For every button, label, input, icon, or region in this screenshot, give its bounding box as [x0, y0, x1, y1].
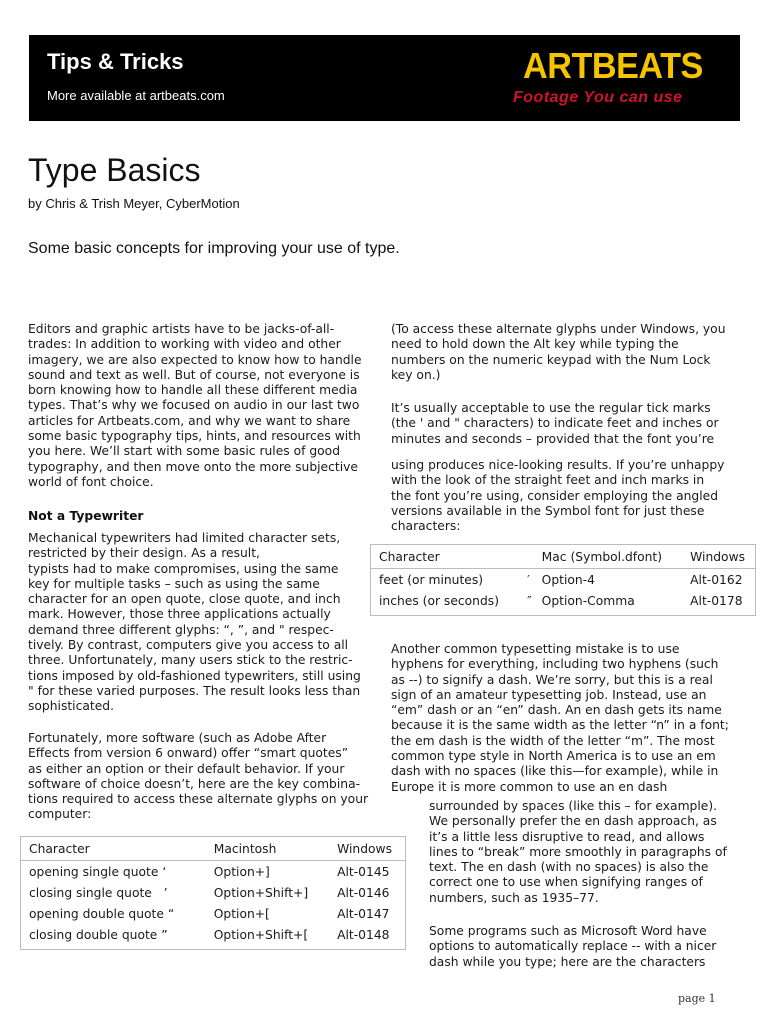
table-cell: Alt-0162 [690, 572, 743, 587]
header-title: Tips & Tricks [47, 49, 184, 74]
intro-paragraph: Editors and graphic artists have to be jacks-of-all- trades: In addition to working with video and other imagery, we are also expected to know how to handle sound and text as well. But of course, not everyone is born knowing how to handle all these different media types. That’s why we focused on audio in our last two articles for Artbeats.com, and why we want to share some basic typography tips, hints, and resources with you here. We’ll start with some basic rules of good typography, and then move onto the more subjective world of font choice. [28, 322, 362, 489]
table-cell: Option+[ [213, 906, 270, 921]
column-header: Windows [329, 837, 405, 861]
table-cell: closing single quote ’ [29, 885, 168, 900]
typewriter-paragraph: Mechanical typewriters had limited character sets, restricted by their design. As a result, typists had to make compromises, using the same key for multiple tasks – such as using the same character for an open quote, close quote, and inch mark. However, those three applications actually demand three different glyphs: “, ”, and " respec- tively. By contrast, computers give you access to all three. Unfortunately, many users stick to the restric- tions imposed by old-fashioned typewriters, still using " for these varied purposes. The result looks less than sophisticated. [28, 531, 361, 714]
column-header: Windows [682, 545, 755, 569]
table-cell: Option+] [213, 864, 270, 879]
page-number: page 1 [678, 992, 716, 1005]
document-title: Type Basics [28, 152, 201, 188]
table-cell: Alt-0145 [337, 864, 390, 879]
table-header-row [21, 837, 406, 861]
quotes-table [20, 836, 406, 950]
word-note-paragraph: Some programs such as Microsoft Word have options to automatically replace -- with a nicer dash while you type; here are the characters [429, 924, 717, 969]
table-cell: Option-4 [541, 572, 595, 587]
table-row [21, 903, 406, 924]
table-row [371, 590, 756, 616]
table-row [21, 882, 406, 903]
table-cell: closing double quote ” [29, 927, 168, 942]
windows-note-paragraph: (To access these alternate glyphs under Windows, you need to hold down the Alt key while typing the numbers on the numeric keypad with the Num Lock key on.) [391, 322, 726, 382]
table-cell: opening double quote “ [29, 906, 175, 921]
column-header: Mac (Symbol.dfont) [534, 545, 682, 569]
table-cell: Alt-0148 [337, 927, 390, 942]
artbeats-logo: ARTBEATS [523, 45, 703, 86]
column-header: Character [21, 837, 206, 861]
table-header-row [371, 545, 756, 569]
column-header: Character [371, 545, 520, 569]
section-heading-typewriter: Not a Typewriter [28, 509, 144, 523]
byline: by Chris & Trish Meyer, CyberMotion [28, 196, 240, 211]
header-subtitle: More available at artbeats.com [47, 88, 225, 103]
table-cell: Alt-0147 [337, 906, 390, 921]
column-header: Macintosh [206, 837, 329, 861]
table-row [371, 569, 756, 591]
table-cell: Alt-0178 [690, 593, 743, 608]
table-cell: opening single quote ‘ [29, 864, 167, 879]
document-subtitle: Some basic concepts for improving your use of type. [28, 240, 400, 257]
table-cell: ′ [527, 572, 530, 587]
table-cell: inches (or seconds) [379, 593, 499, 608]
feet-inches-table [370, 544, 756, 616]
table-row [21, 861, 406, 883]
dash-paragraph: Another common typesetting mistake is to use hyphens for everything, including two hyphens (such as --) to signify a dash. We’re sorry, but this is a real sign of an amateur typesetting job. Instead, use an “em” dash or an “en” dash. An en dash gets its name because it is the same width as the letter “n” in a font; the em dash is the width of the letter “m”. The most common type style in North America is to use an em dash with no spaces (like this—for example), while in Europe it is more common to use an en dash [391, 642, 729, 794]
table-row [21, 924, 406, 950]
table-cell: ″ [527, 593, 532, 608]
dash-continued-paragraph: surrounded by spaces (like this – for example). We personally prefer the en dash approach, as it’s a little less disruptive to read, and allows lines to “break” more smoothly in paragraphs of text. The en dash (with no spaces) is also the correct one to use when signifying ranges of numbers, such as 1935–77. [429, 799, 727, 905]
header-banner [29, 35, 740, 121]
column-header [519, 545, 534, 569]
table-cell: Alt-0146 [337, 885, 390, 900]
table-cell: Option+Shift+[ [213, 927, 309, 942]
table-cell: feet (or minutes) [379, 572, 484, 587]
table-cell: Option-Comma [541, 593, 635, 608]
smart-quotes-paragraph: Fortunately, more software (such as Adobe After Effects from version 6 onward) offer “smart quotes” as either an option or their default behavior. If your software of choice doesn’t, here are the key combina- tions required to access these alternate glyphs on your computer: [28, 731, 369, 822]
tick-marks-continued-paragraph: using produces nice-looking results. If you’re unhappy with the look of the straight feet and inch marks in the font you’re using, consider employing the angled versions available in the Symbol font for just these characters: [391, 458, 725, 534]
logo-tagline: Footage You can use [513, 89, 683, 106]
tick-marks-paragraph: It’s usually acceptable to use the regular tick marks (the ' and " characters) to indicate feet and inches or minutes and seconds – provided that the font you’re [391, 401, 719, 446]
table-cell: Option+Shift+] [213, 885, 309, 900]
